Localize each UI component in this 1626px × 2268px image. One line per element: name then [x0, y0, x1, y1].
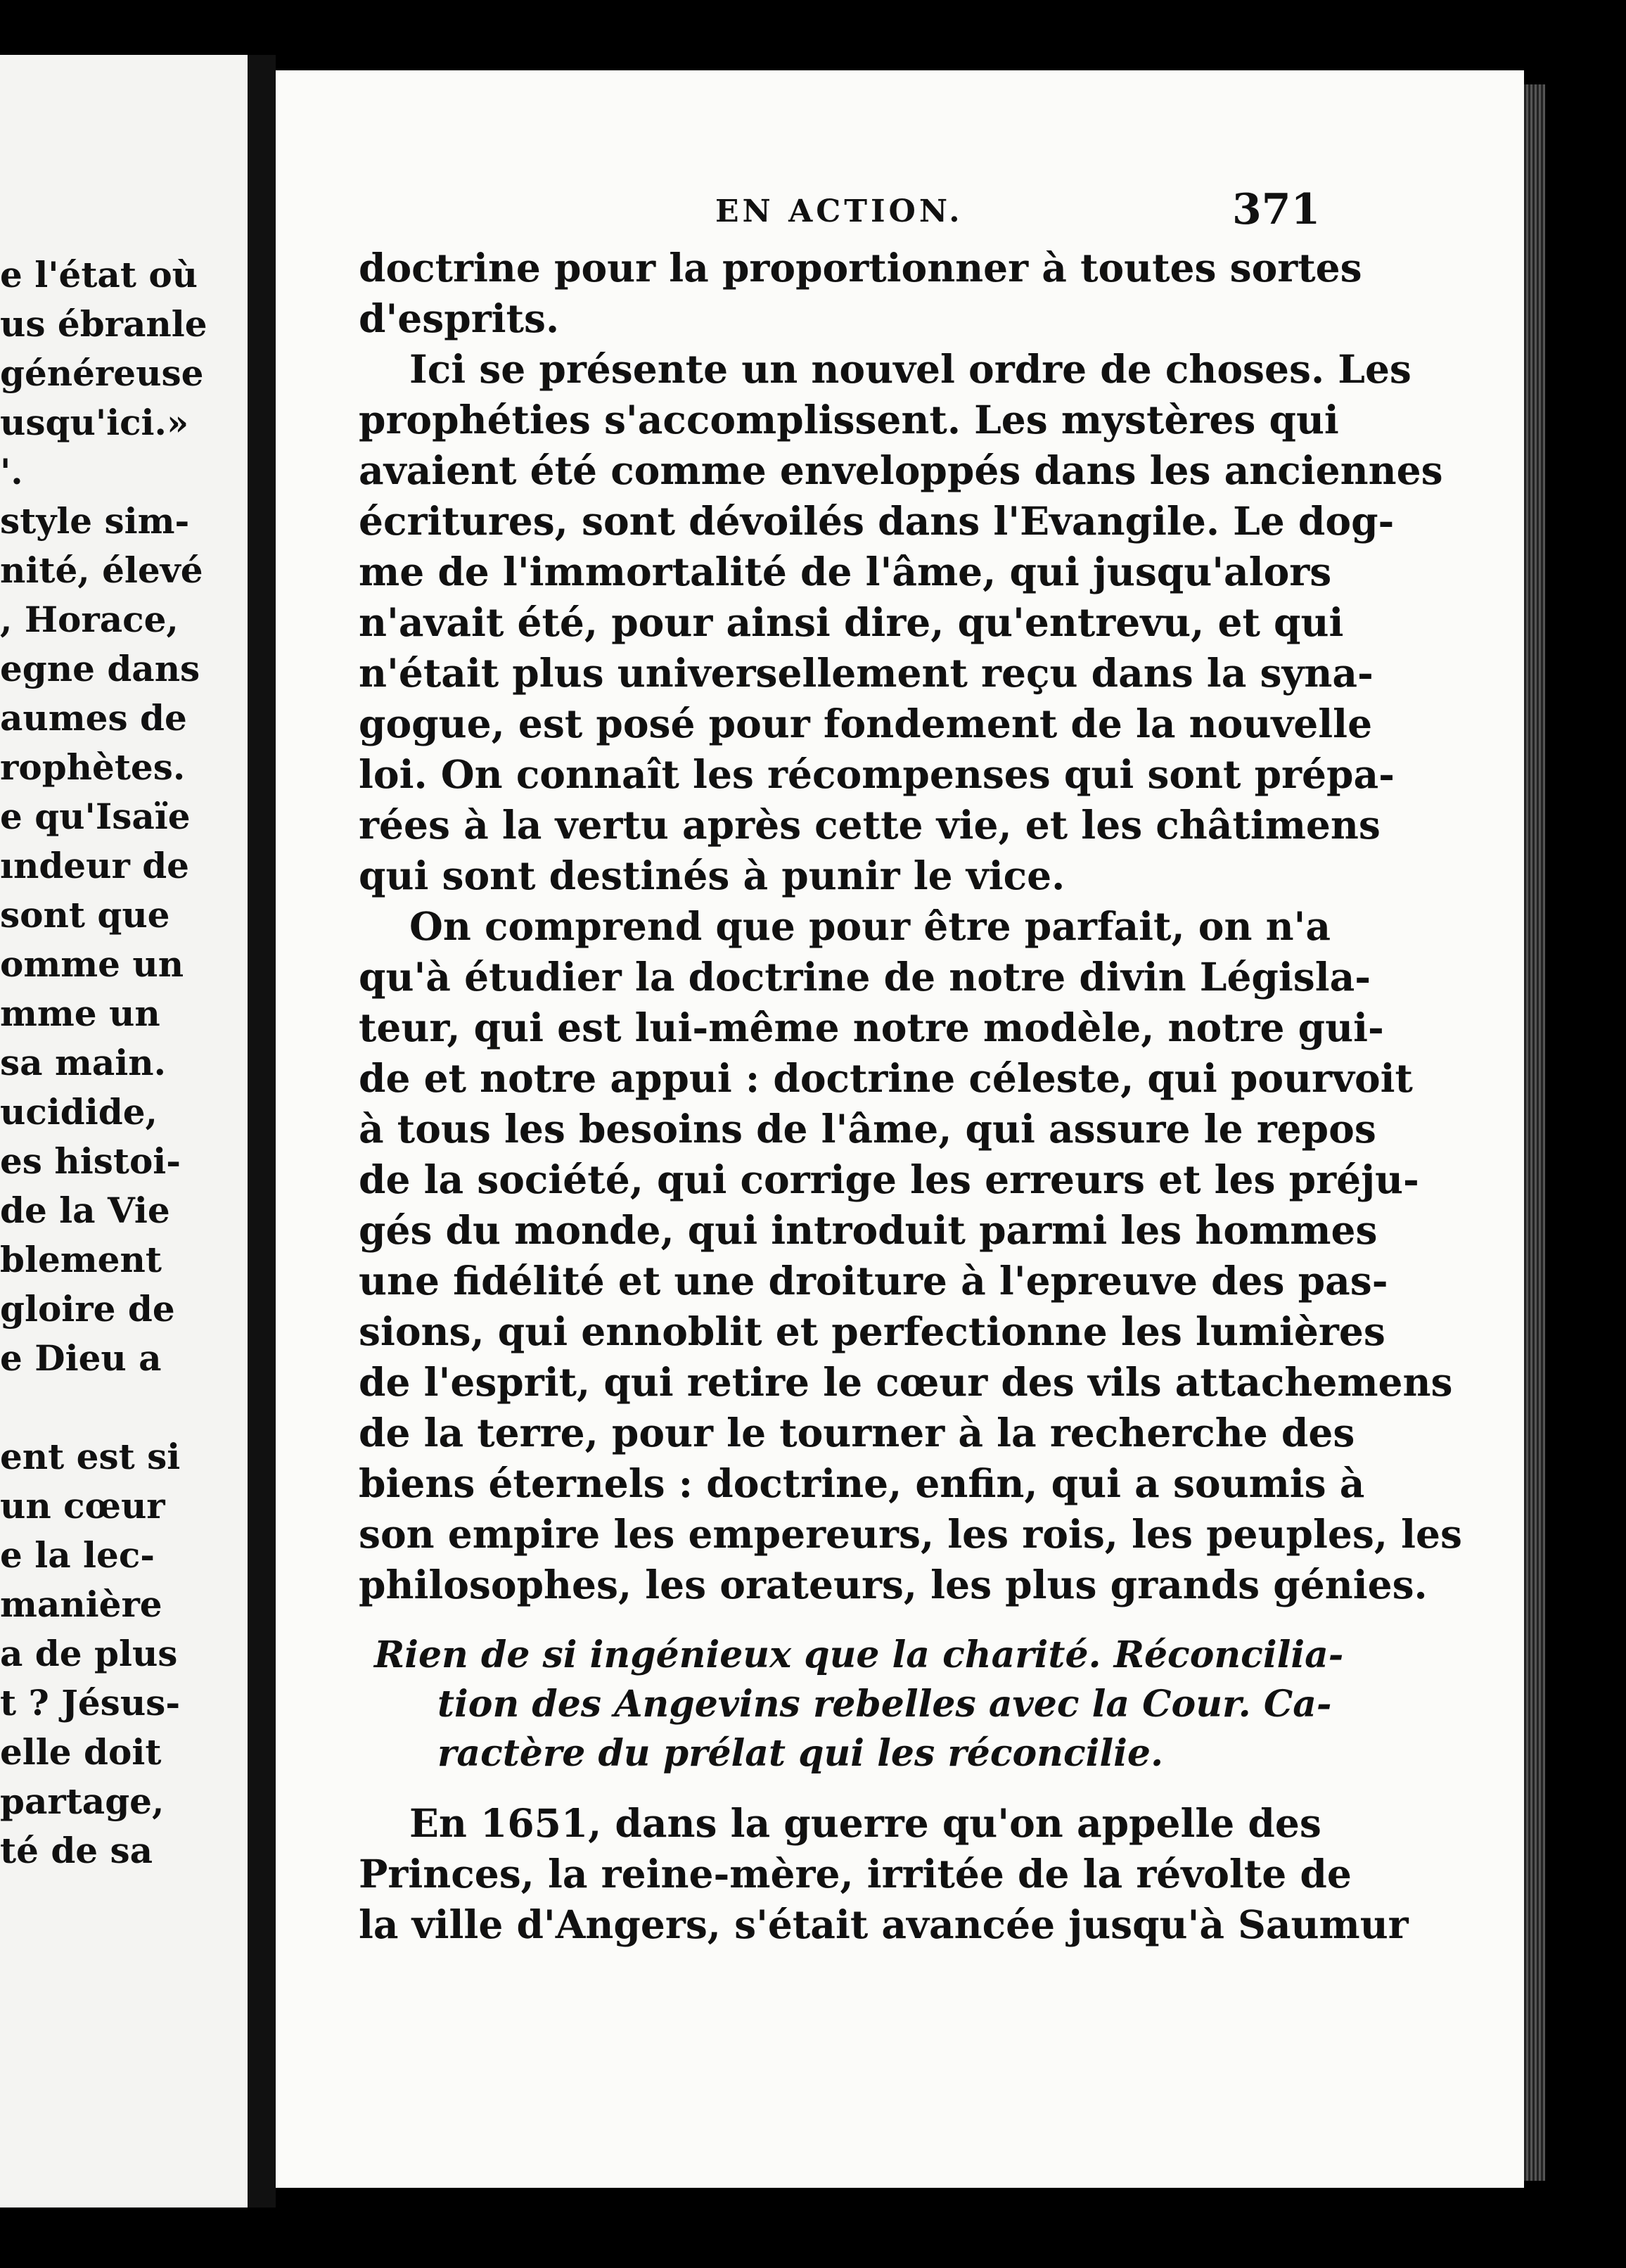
left-page-line: sa main.	[0, 1042, 167, 1083]
left-page-line: es histoi-	[0, 1140, 181, 1182]
left-page-line: partage,	[0, 1780, 165, 1822]
text-line: de et notre appui : doctrine céleste, qui pourvoit	[359, 1055, 1413, 1101]
running-title: EN ACTION.	[715, 193, 964, 229]
left-page-line: omme un	[0, 943, 184, 985]
text-line: d'esprits.	[359, 295, 560, 341]
text-line: Princes, la reine-mère, irritée de la révolte de	[359, 1851, 1352, 1897]
left-page-line: e l'état où	[0, 254, 198, 295]
text-line: gogue, est posé pour fondement de la nouvelle	[359, 701, 1373, 746]
text-line: écritures, sont dévoilés dans l'Evangile. Le dog-	[359, 498, 1395, 544]
text-line: philosophes, les orateurs, les plus grands génies.	[359, 1562, 1428, 1607]
left-page-line: généreuse	[0, 352, 204, 394]
left-page-line: gloire de	[0, 1288, 175, 1330]
section-title-line: tion des Angevins rebelles avec la Cour. Ca-	[437, 1683, 1332, 1726]
text-line: son empire les empereurs, les rois, les peuples, les	[359, 1511, 1462, 1557]
left-page-line: us ébranle	[0, 303, 207, 345]
text-line: de la société, qui corrige les erreurs et les préju-	[359, 1157, 1419, 1202]
left-page-line: ucidide,	[0, 1091, 158, 1133]
left-page-line: e Dieu a	[0, 1337, 162, 1379]
text-line: rées à la vertu après cette vie, et les châtimens	[359, 802, 1381, 848]
text-line: une fidélité et une droiture à l'epreuve des pas-	[359, 1258, 1388, 1304]
text-line: sions, qui ennoblit et perfectionne les lumières	[359, 1308, 1385, 1354]
left-page-line: blement	[0, 1239, 162, 1280]
text-line: avaient été comme enveloppés dans les anciennes	[359, 447, 1443, 493]
left-page-line: un cœur	[0, 1485, 165, 1527]
left-page-line: nité, élevé	[0, 549, 203, 591]
text-line: loi. On connaît les récompenses qui sont prépa-	[359, 751, 1395, 797]
left-page-line: , Horace,	[0, 599, 179, 640]
text-line: me de l'immortalité de l'âme, qui jusqu'alors	[359, 549, 1332, 594]
page-number: 371	[1232, 185, 1321, 234]
text-line: Ici se présente un nouvel ordre de choses. Les	[409, 346, 1411, 392]
text-line: gés du monde, qui introduit parmi les hommes	[359, 1207, 1378, 1253]
left-page-line: mme un	[0, 993, 160, 1034]
text-line: à tous les besoins de l'âme, qui assure le repos	[359, 1106, 1376, 1152]
left-page-line: egne dans	[0, 648, 200, 689]
book-gutter	[248, 55, 276, 2208]
text-line: On comprend que pour être parfait, on n'a	[409, 903, 1331, 949]
left-page-line: rophètes.	[0, 746, 186, 788]
left-page-line: de la Vie	[0, 1190, 170, 1231]
left-page-line: '.	[0, 451, 23, 492]
text-line: n'était plus universellement reçu dans la syna-	[359, 650, 1374, 696]
section-title-line: ractère du prélat qui les réconcilie.	[437, 1732, 1164, 1775]
text-line: biens éternels : doctrine, enfin, qui a soumis à	[359, 1460, 1365, 1506]
text-line: de l'esprit, qui retire le cœur des vils attachemens	[359, 1359, 1453, 1405]
page-header	[276, 185, 1524, 236]
left-page-line: usqu'ici.»	[0, 402, 189, 443]
left-page-line: e la lec-	[0, 1534, 155, 1576]
text-line: n'avait été, pour ainsi dire, qu'entrevu, et qui	[359, 599, 1344, 645]
text-line: En 1651, dans la guerre qu'on appelle des	[409, 1800, 1321, 1846]
left-page-fragment	[0, 55, 248, 2208]
left-page-line: aumes de	[0, 697, 187, 739]
text-line: teur, qui est lui-même notre modèle, notre gui-	[359, 1005, 1384, 1050]
left-page-line: sont que	[0, 894, 170, 936]
left-page-line: ent est si	[0, 1436, 181, 1477]
text-line: la ville d'Angers, s'était avancée jusqu'à Saumur	[359, 1901, 1409, 1947]
left-page-line: ındeur de	[0, 845, 189, 886]
left-page-line: manière	[0, 1584, 162, 1625]
left-page-line: té de sa	[0, 1830, 153, 1871]
left-page-line: t ? Jésus-	[0, 1682, 181, 1724]
text-line: prophéties s'accomplissent. Les mystères qui	[359, 397, 1339, 442]
left-page-line: e qu'Isaïe	[0, 796, 191, 837]
text-line: qu'à étudier la doctrine de notre divin Législa-	[359, 954, 1371, 1000]
text-line: qui sont destinés à punir le vice.	[359, 853, 1065, 898]
right-page	[276, 70, 1524, 2188]
left-page-line: elle doit	[0, 1731, 162, 1773]
text-line: de la terre, pour le tourner à la recherche des	[359, 1410, 1355, 1455]
section-title-line: Rien de si ingénieux que la charité. Réconcilia-	[374, 1633, 1344, 1676]
left-page-line: a de plus	[0, 1633, 178, 1674]
page-edge	[1524, 84, 1545, 2181]
left-page-line: style sim-	[0, 500, 190, 542]
text-line: doctrine pour la proportionner à toutes sortes	[359, 245, 1362, 291]
